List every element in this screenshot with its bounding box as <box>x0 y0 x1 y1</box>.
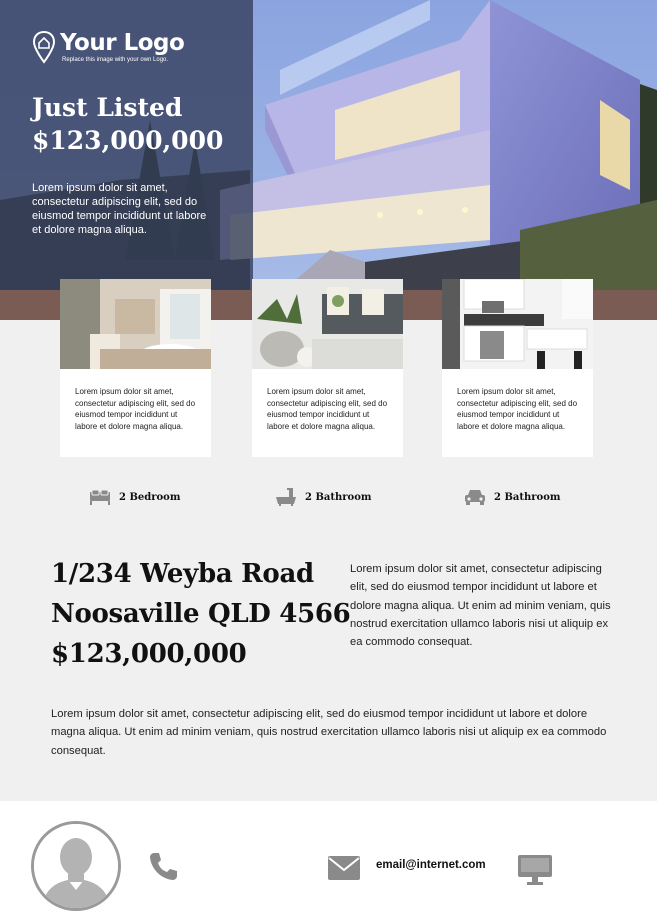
hero-price: $123,000,000 <box>32 126 224 155</box>
mail-icon[interactable] <box>328 856 360 880</box>
phone-icon[interactable] <box>148 851 178 881</box>
home-pin-icon <box>32 30 56 64</box>
avatar-icon <box>31 821 121 911</box>
address-line-1: 1/234 Weyba Road <box>51 559 314 589</box>
logo-tagline: Replace this image with your own Logo. <box>62 57 169 63</box>
contact-email[interactable]: email@internet.com <box>376 859 486 871</box>
bath-icon <box>275 487 297 507</box>
listing-price: $123,000,000 <box>51 639 247 669</box>
feature-label: 2 Bathroom <box>305 491 372 503</box>
monitor-icon[interactable] <box>518 855 552 885</box>
photo-card <box>442 279 593 457</box>
bathroom-photo <box>60 279 211 369</box>
feature-bedrooms <box>89 487 180 507</box>
card-caption: Lorem ipsum dolor sit amet, consectetur adipiscing elit, sed do eiusmod tempor incididunt ut labore et dolore magna aliqua. <box>75 387 196 431</box>
feature-label: 2 Bedroom <box>119 491 181 503</box>
hero-description: Lorem ipsum dolor sit amet, consectetur adipiscing elit, sed do eiusmod tempor incididunt ut labore et dolore magna aliqua. <box>32 182 207 236</box>
logo-name: Your Logo <box>60 30 185 56</box>
kitchen-photo <box>442 279 593 369</box>
hero-title: Just Listed <box>32 93 183 122</box>
photo-card <box>60 279 211 457</box>
living-room-photo <box>252 279 403 369</box>
photo-card <box>252 279 403 457</box>
side-description: Lorem ipsum dolor sit amet, consectetur adipiscing elit, sed do eiusmod tempor incididunt ut labore et dolore magna aliqua. Ut enim ad minim veniam, quis nostrud exercitation ullamco laboris nisi ut aliquip ex ea commodo consequat. <box>350 563 611 649</box>
bed-icon <box>89 487 111 507</box>
card-caption: Lorem ipsum dolor sit amet, consectetur adipiscing elit, sed do eiusmod tempor incididunt ut labore et dolore magna aliqua. <box>267 387 388 431</box>
car-icon <box>464 487 486 507</box>
address-line-2: Noosaville QLD 4566 <box>51 599 351 629</box>
hero-banner <box>0 0 657 320</box>
long-description: Lorem ipsum dolor sit amet, consectetur adipiscing elit, sed do eiusmod tempor incididunt ut labore et dolore magna aliqua. Ut enim ad minim veniam, quis nostrud exercitation ullamco laboris nisi ut aliquip ex ea commodo consequat. <box>51 708 607 757</box>
feature-bathrooms <box>275 487 371 507</box>
feature-parking <box>464 487 560 507</box>
card-caption: Lorem ipsum dolor sit amet, consectetur adipiscing elit, sed do eiusmod tempor incididunt ut labore et dolore magna aliqua. <box>457 387 578 431</box>
feature-label: 2 Bathroom <box>494 491 561 503</box>
